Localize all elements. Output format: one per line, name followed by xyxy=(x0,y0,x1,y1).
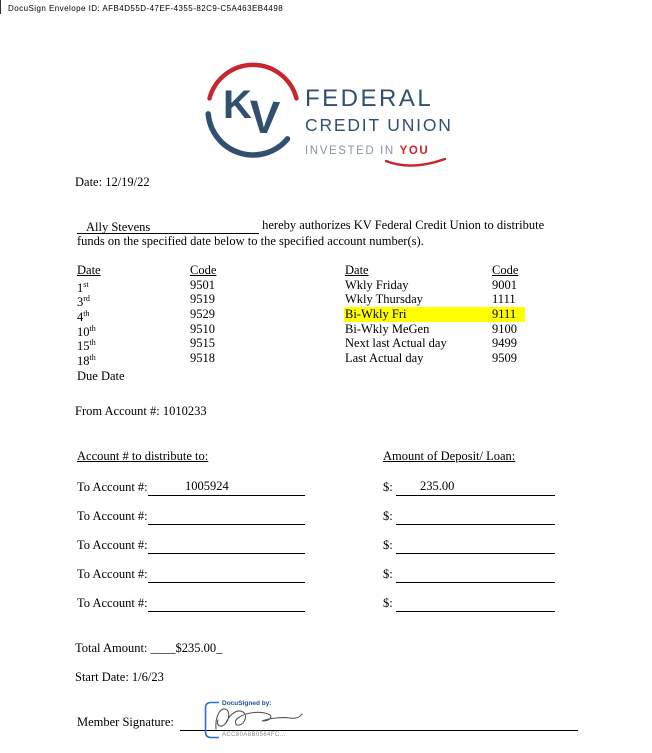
amount-label: $: xyxy=(383,509,393,523)
table-row: 10th 9510 xyxy=(77,321,215,339)
kv-logo-mark xyxy=(203,59,303,161)
member-signature-label: Member Signature: xyxy=(77,715,174,729)
docusign-envelope-id: DocuSign Envelope ID: AFB4D55D-47EF-4355-82C9-C5A463EB4498 xyxy=(8,4,284,13)
table-row: 1st 9501 xyxy=(77,277,215,295)
authorization-text: hereby authorizes KV Federal Credit Union to distribute funds on the specified date below to the specified account number(s). xyxy=(77,218,545,248)
accounts-section-header: Account # to distribute to: xyxy=(77,449,209,463)
table-row: 18th 9518 xyxy=(77,351,215,369)
date-column-header: Date xyxy=(345,263,369,277)
tagline-prefix: INVESTED IN xyxy=(305,145,395,157)
weekly-date-code-table xyxy=(344,263,525,366)
amount-label: $: xyxy=(383,480,393,494)
table-row: 3rd 9519 xyxy=(77,292,215,310)
code-column-header: Code xyxy=(492,263,519,277)
amount-field xyxy=(396,584,555,612)
table-row: Due Date xyxy=(77,368,125,383)
logo-line-credit-union: CREDIT UNION xyxy=(305,115,453,135)
amount-label: $: xyxy=(383,567,393,581)
table-row: 15th 9515 xyxy=(77,336,215,354)
page-corner-mark xyxy=(0,0,1,14)
to-account-field: 1005924 xyxy=(148,468,305,496)
table-row: Wkly Friday 9001 xyxy=(345,277,517,292)
start-date-line: Start Date: 1/6/23 xyxy=(75,670,164,684)
logo-letter-v: V xyxy=(247,90,282,144)
total-amount-label: Total Amount: xyxy=(75,641,148,655)
to-account-field xyxy=(148,584,305,612)
table-row: Wkly Thursday 1111 xyxy=(345,292,516,307)
to-account-label: To Account #: xyxy=(77,538,148,552)
distribution-row xyxy=(0,596,652,616)
to-account-label: To Account #: xyxy=(77,509,148,523)
docusign-signature-stamp xyxy=(204,699,324,741)
code-column-header: Code xyxy=(190,263,217,277)
to-account-field xyxy=(148,497,305,525)
from-account-line: From Account #: 1010233 xyxy=(75,404,207,418)
amount-field xyxy=(396,497,555,525)
logo-wordmark xyxy=(305,85,453,157)
table-row-highlighted: Bi-Wkly Fri 9111 xyxy=(344,307,525,322)
kv-fcu-logo xyxy=(203,57,463,165)
table-row: Last Actual day 9509 xyxy=(345,351,517,366)
table-row: 4th 9529 xyxy=(77,307,215,325)
table-header-row xyxy=(77,263,242,278)
to-account-label: To Account #: xyxy=(77,596,148,610)
tagline-swoosh-icon xyxy=(385,158,447,170)
table-header-row xyxy=(344,263,525,278)
member-name-field: Ally Stevens xyxy=(77,220,259,234)
logo-tagline xyxy=(305,145,453,157)
tagline-accent: YOU xyxy=(399,145,430,157)
monthly-date-code-table xyxy=(77,263,242,381)
logo-letter-k: K xyxy=(223,83,252,127)
amount-label: $: xyxy=(383,538,393,552)
logo-line-federal: FEDERAL xyxy=(305,85,434,112)
signature-scribble-icon xyxy=(212,705,304,733)
to-account-label: To Account #: xyxy=(77,480,148,494)
to-account-label: To Account #: xyxy=(77,567,148,581)
docusigned-by-caption: DocuSigned by: xyxy=(222,700,272,707)
table-row: Next last Actual day 9499 xyxy=(345,336,517,351)
authorization-paragraph xyxy=(77,218,569,249)
date-column-header: Date xyxy=(77,263,101,277)
docusign-id-text: ACC80A8B0564FC... xyxy=(222,732,286,738)
total-amount-value: ____$235.00_ xyxy=(150,641,223,655)
to-account-field xyxy=(148,555,305,583)
table-row: Bi-Wkly MeGen 9100 xyxy=(345,321,517,336)
total-amount-line xyxy=(75,641,222,656)
amount-field: 235.00 xyxy=(396,468,555,496)
to-account-field xyxy=(148,526,305,554)
amount-field xyxy=(396,526,555,554)
document-date: Date: 12/19/22 xyxy=(75,175,150,189)
amount-label: $: xyxy=(383,596,393,610)
amount-field xyxy=(396,555,555,583)
amounts-section-header: Amount of Deposit/ Loan: xyxy=(383,449,516,463)
